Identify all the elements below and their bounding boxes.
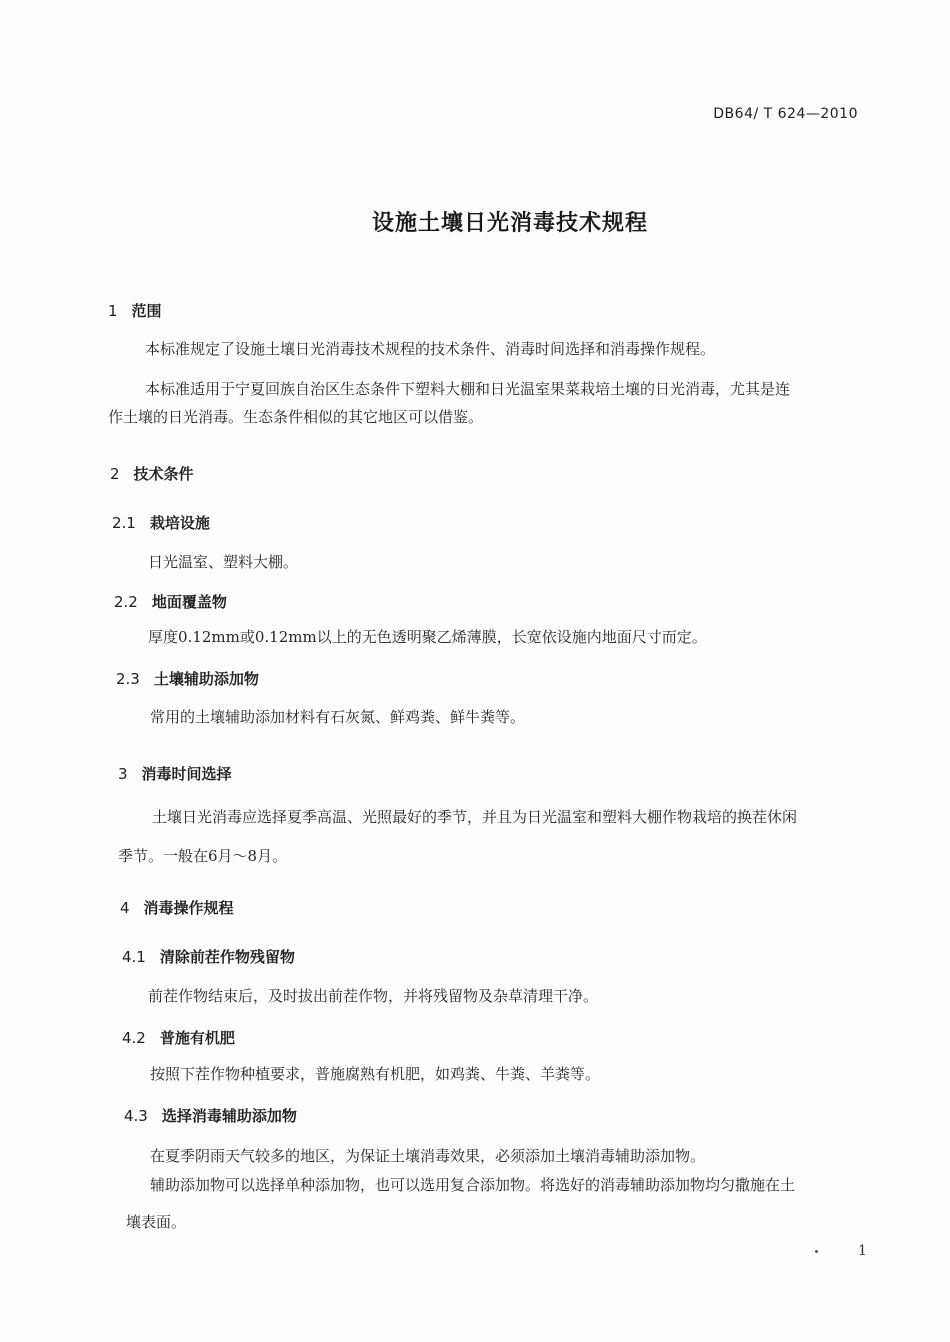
section-number: 2.2	[114, 593, 138, 611]
section-3-paragraph-line-2: 季节。一般在6月～8月。	[118, 847, 288, 865]
section-2-2-paragraph: 厚度0.12mm或0.12mm以上的无色透明聚乙烯薄膜，长宽依设施内地面尺寸而定。	[148, 628, 707, 646]
section-2-2-heading	[114, 591, 227, 612]
section-title: 选择消毒辅助添加物	[161, 1107, 297, 1125]
section-3-paragraph-line-1: 土壤日光消毒应选择夏季高温、光照最好的季节，并且为日光温室和塑料大棚作物栽培的换茬休闲	[152, 808, 798, 826]
section-number: 2.1	[112, 514, 136, 532]
section-title: 清除前茬作物残留物	[159, 948, 295, 966]
document-title: 设施土壤日光消毒技术规程	[371, 211, 648, 236]
section-1-paragraph-1: 本标准规定了设施土壤日光消毒技术规程的技术条件、消毒时间选择和消毒操作规程。	[145, 340, 716, 358]
section-title: 地面覆盖物	[151, 593, 227, 611]
section-4-2-heading	[122, 1027, 235, 1048]
section-2-3-heading	[116, 668, 259, 689]
section-number: 4.1	[122, 948, 146, 966]
section-4-3-paragraph-2-line-1: 辅助添加物可以选择单种添加物，也可以选用复合添加物。将选好的消毒辅助添加物均匀撒施在土	[150, 1176, 796, 1194]
section-title: 普施有机肥	[159, 1029, 235, 1047]
section-title: 栽培设施	[149, 514, 210, 532]
section-2-1-paragraph: 日光温室、塑料大棚。	[148, 553, 299, 571]
section-4-3-heading	[124, 1105, 297, 1126]
section-4-1-heading	[122, 946, 295, 967]
document-code: DB64/ T 624—2010	[713, 106, 858, 122]
section-title: 技术条件	[133, 465, 194, 483]
section-number: 2	[110, 465, 120, 483]
section-3-heading	[118, 763, 232, 784]
scan-speck	[815, 1250, 818, 1253]
section-2-3-paragraph: 常用的土壤辅助添加材料有石灰氮、鲜鸡粪、鲜牛粪等。	[150, 708, 526, 726]
section-title: 土壤辅助添加物	[153, 670, 259, 688]
section-1-heading	[108, 300, 162, 321]
section-number: 4.3	[124, 1107, 148, 1125]
section-title: 范围	[131, 302, 162, 320]
section-4-2-paragraph: 按照下茬作物种植要求，普施腐熟有机肥，如鸡粪、牛粪、羊粪等。	[150, 1065, 601, 1083]
section-number: 4.2	[122, 1029, 146, 1047]
section-4-heading	[120, 897, 234, 918]
section-4-1-paragraph: 前茬作物结束后，及时拔出前茬作物，并将残留物及杂草清理干净。	[148, 987, 599, 1005]
section-1-paragraph-2-line-1: 本标准适用于宁夏回族自治区生态条件下塑料大棚和日光温室果菜栽培土壤的日光消毒，尤其是连	[145, 380, 791, 398]
section-number: 2.3	[116, 670, 140, 688]
section-4-3-paragraph-1: 在夏季阴雨天气较多的地区，为保证土壤消毒效果，必须添加土壤消毒辅助添加物。	[150, 1147, 706, 1165]
section-title: 消毒时间选择	[141, 765, 232, 783]
page-number: 1	[858, 1243, 867, 1259]
section-1-paragraph-2-line-2: 作土壤的日光消毒。生态条件相似的其它地区可以借鉴。	[108, 408, 484, 426]
section-4-3-paragraph-2-line-2: 壤表面。	[126, 1213, 187, 1231]
section-number: 3	[118, 765, 128, 783]
section-title: 消毒操作规程	[143, 899, 234, 917]
section-number: 4	[120, 899, 130, 917]
section-2-heading	[110, 463, 194, 484]
section-2-1-heading	[112, 512, 210, 533]
section-number: 1	[108, 302, 118, 320]
